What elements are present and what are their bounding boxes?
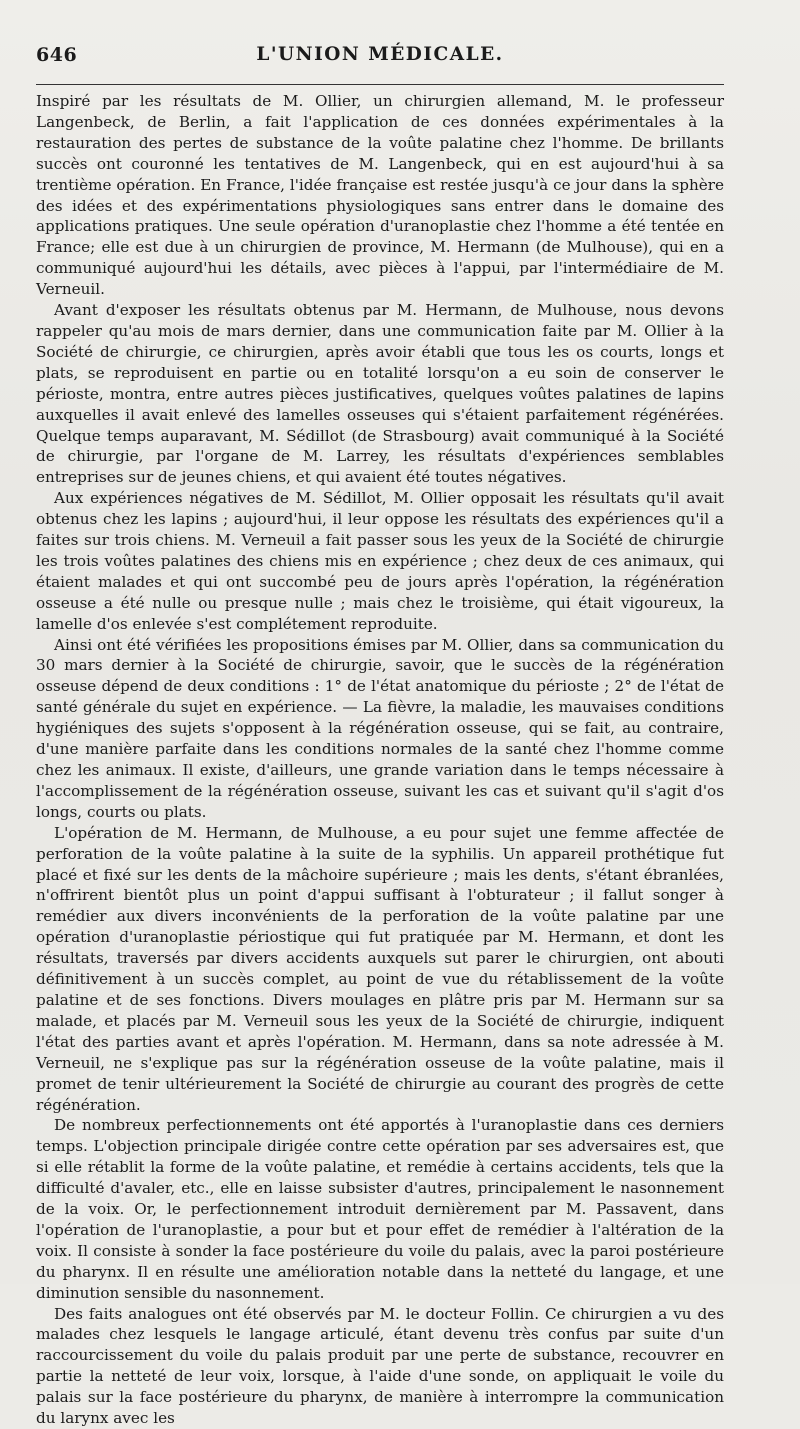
page-number: 646 [36,44,78,66]
paragraph-1: Inspiré par les résultats de M. Ollier, un chirurgien allemand, M. le professeur Langenbeck, de Berlin, a fait l'application de ces données expérimentales à la restauration des pertes de substance de la voûte palatine chez l'homme. De brillants succès ont couronné les tentatives de M. Langenbeck, qui en est aujourd'hui à sa trentième opération. En France, l'idée française est restée jusqu'à ce jour dans la sphère des idées et des expérimentations physiologiques sans entrer dans le domaine des applications pratiques. Une seule opération d'uranoplastie chez l'homme a été tentée en France; elle est due à un chirurgien de province, M. Hermann (de Mulhouse), qui en a communiqué aujourd'hui les détails, avec pièces à l'appui, par l'intermédiaire de M. Verneuil. [36,92,724,299]
paragraph-6: De nombreux perfectionnements ont été apportés à l'uranoplastie dans ces derniers temps. L'objection principale dirigée contre cette opération par ses adversaires est, que si elle rétablit la forme de la voûte palatine, et remédie à certains accidents, tels que la difficulté d'avaler, etc., elle en laisse subsister d'autres, principalement le nasonnement de la voix. Or, le perfectionnement introduit dernièrement par M. Passavent, dans l'opération de l'uranoplastie, a pour but et pour effet de remédier à l'altération de la voix. Il consiste à sonder la face postérieure du voile du palais, avec la paroi postérieure du pharynx. Il en résulte une amélioration notable dans la netteté du langage, et une diminution sensible du nasonnement. [36,1116,724,1302]
paragraph-2: Avant d'exposer les résultats obtenus par M. Hermann, de Mulhouse, nous devons rappeler qu'au mois de mars dernier, dans une communication faite par M. Ollier à la Société de chirurgie, ce chirurgien, après avoir établi que tous les os courts, longs et plats, se reproduisent en partie ou en totalité lorsqu'on a eu soin de conserver le périoste, montra, entre autres pièces justificatives, quelques voûtes palatines de lapins auxquelles il avait enlevé des lamelles osseuses qui s'étaient parfaitement régénérées. Quelque temps auparavant, M. Sédillot (de Strasbourg) avait communiqué à la Société de chirurgie, par l'organe de M. Larrey, les résultats d'expériences semblables entreprises sur de jeunes chiens, et qui avaient été toutes négatives. [36,301,724,487]
paragraph-5: L'opération de M. Hermann, de Mulhouse, a eu pour sujet une femme affectée de perforation de la voûte palatine à la suite de la syphilis. Un appareil prothétique fut placé et fixé sur les dents de la mâchoire supérieure ; mais les dents, s'étant ébranlées, n'offrirent bientôt plus un point d'appui suffisant à l'obturateur ; il fallut songer à remédier aux divers inconvénients de la perforation de la voûte palatine par une opération d'uranoplastie périostique qui fut pratiquée par M. Hermann, et dont les résultats, traversés par divers accidents auxquels sut parer le chirurgien, ont abouti définitivement à un succès complet, au point de vue du rétablissement de la voûte palatine et de ses fonctions. Divers moulages en plâtre pris par M. Hermann sur sa malade, et placés par M. Verneuil sous les yeux de la Société de chirurgie, indiquent l'état des parties avant et après l'opération. M. Hermann, dans sa note adressée à M. Verneuil, ne s'explique pas sur la régénération osseuse de la voûte palatine, mais il promet de tenir ultérieurement la Société de chirurgie au courant des progrès de cette régénération. [36,823,724,1114]
header-rule [36,84,724,85]
running-title: L'UNION MÉDICALE. [256,44,504,65]
paragraph-3: Aux expériences négatives de M. Sédillot, M. Ollier opposait les résultats qu'il avait obtenus chez les lapins ; aujourd'hui, il leur oppose les résultats des expériences qu'il a faites sur trois chiens. M. Verneuil a fait passer sous les yeux de la Société de chirurgie les trois voûtes palatines des chiens mis en expérience ; chez deux de ces animaux, qui étaient malades et qui ont succombé peu de jours après l'opération, la régénération osseuse a été nulle ou presque nulle ; mais chez le troisième, qui était vigoureux, la lamelle d'os enlevée s'est complétement reproduite. [36,489,724,633]
paragraph-4: Ainsi ont été vérifiées les propositions émises par M. Ollier, dans sa communication du 30 mars dernier à la Société de chirurgie, savoir, que le succès de la régénération osseuse dépend de deux conditions : 1° de l'état anatomique du périoste ; 2° de l'état de santé générale du sujet en expérience. — La fièvre, la maladie, les mauvaises conditions hygiéniques des sujets s'opposent à la régénération osseuse, qui se fait, au contraire, d'une manière parfaite dans les conditions normales de la santé chez l'homme comme chez les animaux. Il existe, d'ailleurs, une grande variation dans le temps nécessaire à l'accomplissement de la régénération osseuse, suivant les cas et suivant qu'il s'agit d'os longs, courts ou plats. [36,635,724,821]
paragraph-7: Des faits analogues ont été observés par M. le docteur Follin. Ce chirurgien a vu des malades chez lesquels le langage articulé, étant devenu très confus par suite d'un raccourcissement du voile du palais produit par une perte de substance, recouvrer en partie la netteté de leur voix, lorsque, à l'aide d'une sonde, on appliquait le voile du palais sur la face postérieure du pharynx, de manière à interrompre la communication du larynx avec les [36,1304,724,1428]
page-header [36,42,724,78]
article-body [36,91,724,1429]
